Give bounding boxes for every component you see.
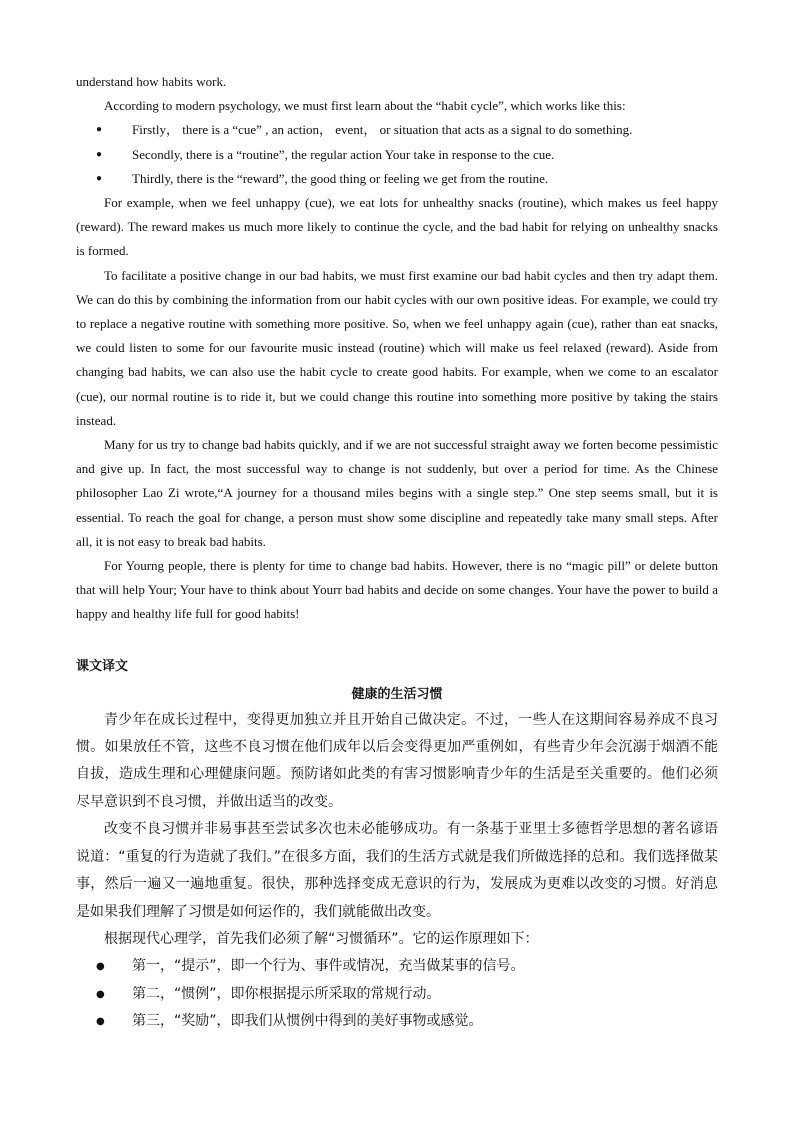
english-passage — [76, 70, 718, 627]
paragraph: understand how habits work. — [76, 74, 227, 89]
section-heading: 课文译文 — [76, 658, 129, 674]
paragraph: For Yourng people, there is plenty for time to change bad habits. However, there is no “magic pill” or delete button that will help Your; Your have to think about Yourr bad habits and decide on some changes. Your have the power to build a happy and healthy life full for good habits! — [76, 558, 718, 622]
paragraph: Many for us try to change bad habits quickly, and if we are not successful straight away we forten become pessimistic and give up. In fact, the most successful way to change is not suddenly, but over a period for time. As the Chinese philosopher Lao Zi wrote,“A journey for a thousand miles begins with a single step.” One step seems small, but it is essential. To reach the goal for change, a person must show some discipline and repeatedly take many small steps. After all, it is not easy to break bad habits. — [76, 437, 718, 549]
translation-title: 健康的生活习惯 — [351, 686, 443, 702]
paragraph: 改变不良习惯并非易事甚至尝试多次也未必能够成功。有一条基于亚里士多德哲学思想的著名谚语说道：“重复的行为造就了我们。”在很多方面，我们的生活方式就是我们所做选择的总和。我们选择做某事，然后一遍又一遍地重复。很快，那种选择变成无意识的行为，发展成为更难以改变的习惯。好消息是如果我们理解了习惯是如何运作的，我们就能做出改变。 — [76, 821, 718, 920]
bullet-icon: ● — [96, 988, 105, 1000]
habit-cycle-list — [76, 118, 718, 191]
list-item: ● 第二，“惯例”，即你根据提示所采取的常规行动。 — [76, 981, 718, 1008]
habit-cycle-list-zh — [76, 953, 718, 1035]
paragraph: According to modern psychology, we must first learn about the “habit cycle”, which works like this: — [104, 98, 626, 114]
paragraph: For example, when we feel unhappy (cue), we eat lots for unhealthy snacks (routine), which makes us feel happy (reward). The reward makes us much more likely to continue the cycle, and the bad habit for relying on unhealthy snacks is formed. — [76, 195, 718, 259]
bullet-icon: ● — [96, 172, 103, 184]
paragraph: 根据现代心理学，首先我们必须了解“习惯循环”。它的运作原理如下： — [104, 930, 539, 947]
list-item: ● 第一，“提示”，即一个行为、事件或情况，充当做某事的信号。 — [76, 953, 718, 980]
bullet-icon: ● — [96, 148, 103, 160]
list-item: ● 第三，“奖励”，即我们从惯例中得到的美好事物或感觉。 — [76, 1008, 718, 1035]
list-item: ● Secondly, there is a “routine”, the regular action Your take in response to the cue. — [76, 143, 718, 167]
paragraph: 青少年在成长过程中，变得更加独立并且开始自己做决定。不过，一些人在这期间容易养成不良习惯。如果放任不管，这些不良习惯在他们成年以后会变得更加严重例如，有些青少年会沉溺于烟酒不能自拔，造成生理和心理健康问题。预防诸如此类的有害习惯影响青少年的生活是至关重要的。他们必须尽早意识到不良习惯，并做出适当的改变。 — [76, 711, 718, 810]
bullet-icon: ● — [96, 1016, 105, 1028]
paragraph: To facilitate a positive change in our bad habits, we must first examine our bad habit cycles and then try adapt them. We can do this by combining the information from our habit cycles with our own positive ideas. For example, we could try to replace a negative routine with something more positive. So, when we feel unhappy again (cue), rather than eat snacks, we could listen to some for our favourite music instead (routine) which will make us feel relaxed (reward). Aside from changing bad habits, we can also use the habit cycle to create good habits. For example, when we come to an escalator (cue), our normal routine is to ride it, but we could change this routine into something more positive by taking the stairs instead. — [76, 267, 718, 428]
bullet-icon: ● — [96, 124, 103, 136]
list-item: ● Firstly， there is a “cue” , an action， event， or situation that acts as a signal to do something. — [76, 118, 718, 142]
bullet-icon: ● — [96, 961, 105, 973]
list-item: ● Thirdly, there is the “reward”, the good thing or feeling we get from the routine. — [76, 167, 718, 191]
chinese-translation — [76, 707, 718, 1036]
document-page — [76, 70, 718, 1036]
